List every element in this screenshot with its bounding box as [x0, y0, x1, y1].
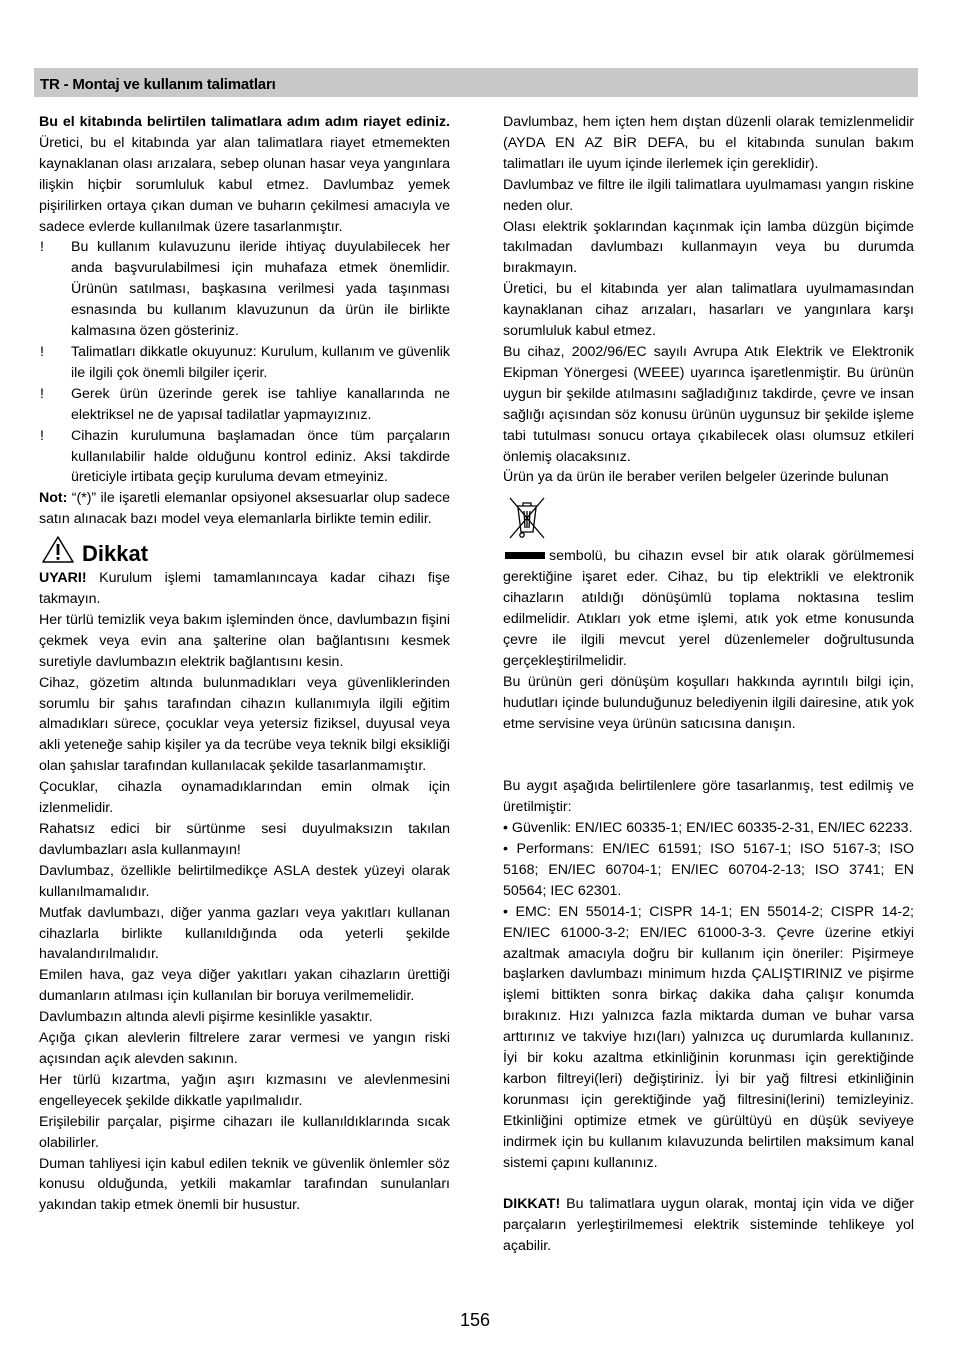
dikkat-paragraph: DIKKAT! Bu talimatlara uygun olarak, montaj için vida ve diğer parçaların yerleştirilmemesi elektrik sisteminde tehlikeye yol açabilir. — [503, 1196, 914, 1255]
list-item: ! Gerek ürün üzerinde gerek ise tahliye kanallarında ne elektriksel ne de yapısal tadilatlar yapmayızınız. — [40, 385, 450, 423]
section-header — [34, 68, 918, 97]
paragraph: Bu cihaz, 2002/96/EC sayılı Avrupa Atık Elektrik ve Elektronik Ekipman Yönergesi (WEEE) uyarınca işaretlenmiştir. Bu ürünün uygun bir şekilde atılmasını sağladığınız takdirde, çevre ve insan sağlığı açısından söz konusu ürünün uygunsuz bir şekilde işleme tabi tutulması sonucu ortaya çıkabilecek olası olumsuz etkileri önlemiş olacaksınız. — [503, 343, 914, 465]
paragraph: Davlumbazın altında alevli pişirme kesinlikle yasaktır. — [39, 1009, 373, 1026]
paragraph: Çocuklar, cihazla oynamadıklarından emin olmak için izlenmelidir. — [39, 779, 450, 817]
weee-bar — [505, 552, 545, 559]
paragraph: Davlumbaz ve filtre ile ilgili talimatlara uyulmaması yangın riskine neden olur. — [503, 176, 914, 214]
paragraph: Davlumbaz, özellikle belirtilmedikçe ASLA destek yüzeyi olarak kullanılmamalıdır. — [39, 862, 450, 900]
paragraph: Bu aygıt aşağıda belirtilenlere göre tasarlanmış, test edilmiş ve üretilmiştir: — [503, 778, 914, 816]
uyari-paragraph: UYARI! Kurulum işlemi tamamlanıncaya kadar cihazı fişe takmayın. — [39, 570, 450, 608]
paragraph: Her türlü temizlik veya bakım işleminden önce, davlumbazın fişini çekmek veya evin ana şalterine olan bağlantısını kesmek suretiyle davlumbazın elektrik bağlantısını kesin. — [39, 611, 450, 670]
paragraph: Açığa çıkan alevlerin filtrelere zarar vermesi ve yangın riski açısından açık alevden sakının. — [39, 1030, 450, 1067]
dikkat-title: Dikkat — [82, 541, 149, 567]
paragraph: Ürün ya da ürün ile beraber verilen belgeler üzerinde bulunan — [503, 469, 889, 486]
paragraph: Mutfak davlumbazı, diğer yanma gazları veya yakıtları kullanan cihazlarla birlikte kullanıldığında oda yeterli şekilde havalandırılmalıdır. — [39, 904, 450, 963]
paragraph: Duman tahliyesi için kabul edilen teknik ve güvenlik önlemler söz konusu olduğunda, yetkili makamlar tarafından sunulanları yakından takip etmek önemli bir husustur. — [39, 1155, 450, 1214]
paragraph: Erişilebilir parçalar, pişirme cihazarı ile kullanıldıklarında sıcak olabilirler. — [39, 1113, 450, 1151]
crossed-out-wheelie-bin-icon — [505, 494, 549, 542]
intro-bold: Bu el kitabında belirtilen talimatlara adım adım riayet ediniz. — [39, 114, 450, 130]
right-column — [503, 112, 914, 1257]
standard-item: • Güvenlik: EN/IEC 60335-1; EN/IEC 60335-2-31, EN/IEC 62233. — [503, 820, 913, 837]
weee-paragraph: sembolü, bu cihazın evsel bir atık olarak görülmemesi gerektiğine işaret eder. Cihaz, bu tip elektrikli ve elektronik cihazların atıldığı dönüşümlü toplama noktasına teslim edilmelidir. Atıkları yok etme işlemi, atık yok etme konusunda çevre ile ilgili mevcut yerel düzenlemeler doğrultusunda gerçekleştirilmelidir. — [503, 548, 914, 669]
paragraph: Olası elektrik şoklarından kaçınmak için lamba düzgün biçimde takılmadan davlumbazı kullanmayın veya bu durumda bırakmayın. — [503, 218, 914, 277]
dikkat-heading — [39, 534, 450, 568]
standard-item: • EMC: EN 55014-1; CISPR 14-1; EN 55014-2; CISPR 14-2; EN/IEC 61000-3-2; EN/IEC 61000-3-3. Çevre üzerine etkiyi azaltmak amacıyla doğru bir kullanım için öneriler: Pişirmeye başlarken davlumbazı minimum hızda ÇALIŞTIRINIZ ve pişirme işlemi bittikten sonra birkaç dakika daha çalışır konumda bırakınız. Hızı yalnızca fazla miktarda duman ve buhar varsa arttırınız ve takviye hızı(ları) yalnızca uç durumlarda kullanınız. İyi bir koku azaltma etkinliğinin korunması için gerektiğinde karbon filtreyi(leri) değiştiriniz. İyi bir yağ filtresi etkinliğinin korunması için gerektiğinde yağ filtresini(lerini) temizleyiniz. Etkinliğini optimize etmek ve gürültüyü en düşük seviyeye indirmek için bu kullanım kılavuzunda belirtilen maksimum kanal sistemi çapını kullanınız. — [503, 903, 914, 1171]
paragraph: Emilen hava, gaz veya diğer yakıtları yakan cihazların ürettiği dumanların atılması için kullanılan bir boruya verilmemelidir. — [39, 967, 450, 1005]
intro-paragraph — [39, 112, 450, 237]
paragraph: Rahatsız edici bir sürtünme sesi duyulmaksızın takılan davlumbazları asla kullanmayın! — [39, 821, 450, 858]
note-paragraph: Not: “(*)” ile işaretli elemanlar opsiyonel aksesuarlar olup sadece satın alınacak bazı model veya elemanlarla birlikte temin edilir. — [39, 490, 450, 528]
section-title: TR - Montaj ve kullanım talimatları — [40, 76, 276, 93]
intro-text: Üretici, bu el kitabında yar alan talimatlara riayet etmemekten kaynaklanan olası arızalara, sebep olunan hasar veya yangınlara ilişkin hiçbir sorumluluk kabul etmez. Davlumbaz yemek pişirilirken ortaya çıkan duman ve buharın çekilmesi amacıyla ve sadece evlerde kullanılmak üzere tasarlanmıştır. — [39, 134, 450, 235]
paragraph: Üretici, bu el kitabında yer alan talimatlara uyulmamasından kaynaklanan cihaz arızaları, hasarları ve yangınlara karşı sorumluluk kabul etmez. — [503, 281, 914, 340]
paragraph: Davlumbaz, hem içten hem dıştan düzenli olarak temizlenmelidir (AYDA EN AZ BİR DEFA, bu el kitabında sunulan bakım talimatları ile uyum içinde ilerlemek için gereklidir). — [503, 114, 914, 172]
list-item: ! Bu kullanım kulavuzunu ileride ihtiyaç duyulabilecek her anda başvurulabilmesi için muhafaza etmek önemlidir. Ürünün satılması, başkasına verilmesi yada taşınması esnasında bu kullanım klavuzunun da ürün ile birlikte kalmasına özen gösteriniz. — [40, 239, 450, 340]
standard-item: • Performans: EN/IEC 61591; ISO 5167-1; ISO 5167-3; ISO 5168; EN/IEC 60704-1; EN/IEC 60704-2-13; ISO 3741; EN 50564; IEC 62301. — [503, 840, 914, 899]
paragraph: Cihaz, gözetim altında bulunmadıkları veya güvenliklerinden sorumlu bir şahıs tarafından cihazın kullanımıyla ilgili eğitim almadıkları sürece, çocuklar veya yetersiz fiziksel, duyusal veya akli yeteneğe sahip kişiler ya da tecrübe veya teknik bilgi eksikliği olan şahıslar tarafından kullanılacak şekilde tasarlanmamıştır. — [39, 674, 450, 775]
warning-triangle-icon — [41, 535, 75, 564]
left-column — [39, 112, 450, 1216]
paragraph: Her türlü kızartma, yağın aşırı kızmasını ve alevlenmesini engelleyecek şekilde dikkatle yapılmalıdır. — [39, 1071, 450, 1109]
list-item: ! Cihazin kurulumuna başlamadan önce tüm parçaların kullanılabilir halde olduğunu kontrol ediniz. Aksi takdirde üreticiyle irtibata geçip kuruluma devam etmeyiniz. — [40, 427, 450, 486]
paragraph: Bu ürünün geri dönüşüm koşulları hakkında ayrıntılı bilgi için, hudutları içinde bulunduğunuz belediyenin ilgili dairesine, atık yok etme servisine veya ürünün satıcısına danışın. — [503, 673, 914, 732]
page-number: 156 — [460, 1310, 491, 1330]
list-item: ! Talimatları dikkatle okuyunuz: Kurulum, kullanım ve güvenlik ile ilgili çok önemli bilgiler içerir. — [40, 343, 450, 381]
